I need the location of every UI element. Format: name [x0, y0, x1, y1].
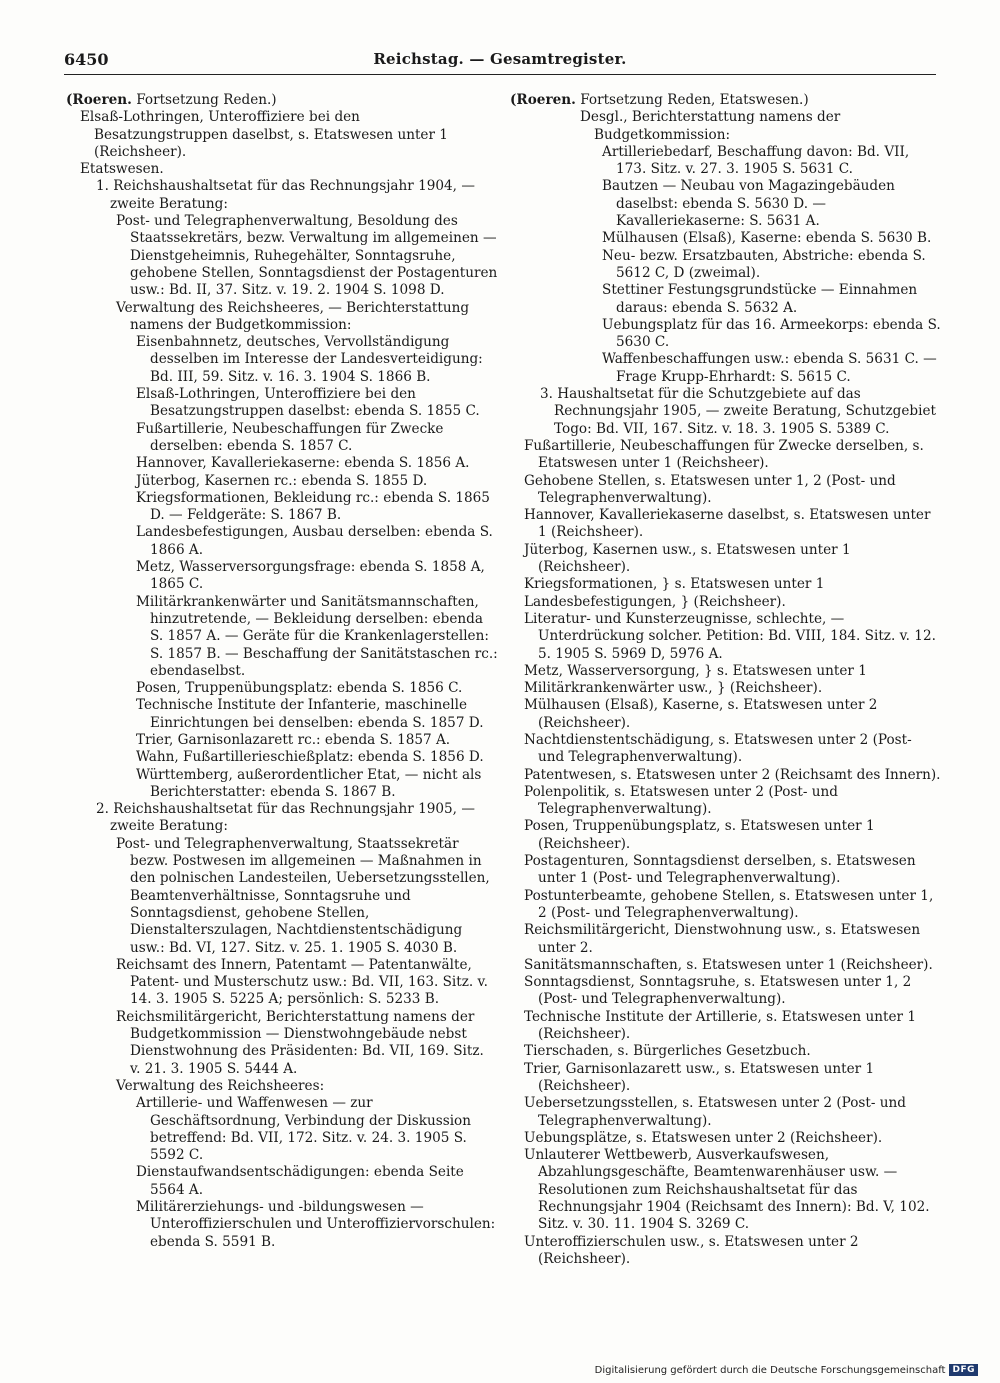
index-entry [510, 767, 942, 784]
index-entry [66, 957, 498, 1009]
entry-text: Jüterbog, Kasernen usw., s. Etatswesen unter 1 (Reichsheer). [524, 541, 851, 576]
entry-text: Fortsetzung Reden.) [131, 92, 277, 108]
entry-text: Unlauterer Wettbewerb, Ausverkaufswesen, Abzahlungsgeschäfte, Beamtenwarenhäuser usw. — Resolutionen zum Reichshaushaltsetat für das Rechnungsjahr 1904 (Reichsamt des Innern): Bd. V, 102. Sitz. v. 30. 11. 1904 S. 3269 C. [524, 1147, 930, 1233]
entry-text: Elsaß-Lothringen, Unteroffiziere bei den Besatzungstruppen daselbst: ebenda S. 1855 C. [136, 386, 480, 420]
entry-text: Reichsmilitärgericht, Berichterstattung namens der Budgetkommission — Dienstwohngebäude nebst Dienstwohnung des Präsidenten: Bd. VII, 169. Sitz. v. 21. 3. 1905 S. 5444 A. [116, 1008, 484, 1077]
entry-text: Uebungsplatz für das 16. Armeekorps: ebenda S. 5630 C. [602, 316, 941, 351]
index-entry [66, 455, 498, 472]
index-entry [510, 853, 942, 888]
index-entry [510, 697, 942, 732]
entry-text: Mülhausen (Elsaß), Kaserne, s. Etatswesen unter 2 (Reichsheer). [524, 697, 878, 731]
entry-text: Posen, Truppenübungsplatz, s. Etatswesen unter 1 (Reichsheer). [524, 818, 875, 852]
index-entry [66, 801, 498, 836]
entry-text: Militärerziehungs- und -bildungswesen — Unteroffizierschulen und Unteroffiziervorschulen: ebenda S. 5591 B. [136, 1199, 496, 1250]
index-entry [66, 559, 498, 594]
entry-lead: (Roeren. [66, 92, 132, 108]
entry-text: Postunterbeamte, gehobene Stellen, s. Etatswesen unter 1, 2 (Post- und Telegraphenverwaltung). [524, 887, 934, 921]
index-entry [510, 888, 942, 923]
entry-text: Mülhausen (Elsaß), Kaserne: ebenda S. 5630 B. [602, 230, 932, 247]
index-entry [66, 386, 498, 421]
index-entry [66, 421, 498, 456]
index-entry [510, 974, 942, 1009]
index-entry [510, 178, 942, 230]
entry-text: Verwaltung des Reichsheeres: [116, 1077, 325, 1094]
index-entry [510, 1095, 942, 1130]
entry-text: Landesbefestigungen, } (Reichsheer). [524, 593, 786, 610]
running-title: Reichstag. — Gesamtregister. [373, 50, 627, 68]
entry-text: Literatur- und Kunsterzeugnisse, schlechte, — Unterdrückung solcher. Petition: Bd. VIII, 184. Sitz. v. 12. 5. 1905 S. 5969 D, 5976 A. [524, 610, 936, 662]
entry-text: 3. Haushaltsetat für die Schutzgebiete auf das Rechnungsjahr 1905, — zweite Beratung, Schutzgebiet Togo: Bd. VII, 167. Sitz. v. 18. 3. 1905 S. 5389 C. [540, 386, 936, 437]
entry-text: Nachtdienstentschädigung, s. Etatswesen unter 2 (Post- und Telegraphenverwaltung). [524, 731, 912, 766]
index-entry [66, 767, 498, 802]
entry-text: Kriegsformationen, } s. Etatswesen unter 1 [524, 576, 825, 593]
entry-text: Technische Institute der Infanterie, maschinelle Einrichtungen bei denselben: ebenda S. 1857 D. [136, 697, 484, 731]
entry-text: Uebersetzungsstellen, s. Etatswesen unter 2 (Post- und Telegraphenverwaltung). [524, 1095, 906, 1129]
index-entry [510, 317, 942, 352]
entry-text: Jüterbog, Kasernen rc.: ebenda S. 1855 D. [136, 472, 428, 489]
entry-text: Artillerie- und Waffenwesen — zur Geschäftsordnung, Verbindung der Diskussion betreffend: Bd. VII, 172. Sitz. v. 24. 3. 1905 S. 5592 C. [136, 1095, 471, 1164]
entry-text: Metz, Wasserversorgung, } s. Etatswesen unter 1 [524, 662, 867, 679]
entry-text: Wahn, Fußartillerieschießplatz: ebenda S. 1856 D. [136, 749, 484, 766]
index-entry [510, 1043, 942, 1060]
index-entry [66, 473, 498, 490]
left-column [66, 92, 498, 1251]
index-entry [66, 334, 498, 386]
index-entry [66, 178, 498, 213]
index-entry [510, 473, 942, 508]
index-entry [66, 836, 498, 957]
entry-text: Etatswesen. [80, 161, 164, 178]
index-entry [510, 230, 942, 247]
entry-text: Post- und Telegraphenverwaltung, Staatssekretär bezw. Postwesen im allgemeinen — Maßnahmen in den polnischen Landesteilen, Uebersetzungsstellen, Beamtenverhältnisse, Sonntagsruhe und Sonntagsdienst, gehobene Stellen, Dienstalterszulagen, Nachtdienstentschädigung usw.: Bd. VI, 127. Sitz. v. 25. 1. 1905 S. 4030 B. [116, 835, 490, 956]
entry-text: Trier, Garnisonlazarett rc.: ebenda S. 1857 A. [136, 731, 451, 748]
index-entry [510, 438, 942, 473]
entry-text: Elsaß-Lothringen, Unteroffiziere bei den Besatzungstruppen daselbst, s. Etatswesen unter 1 (Reichsheer). [80, 109, 448, 160]
entry-text: Unteroffizierschulen usw., s. Etatswesen unter 2 (Reichsheer). [524, 1233, 859, 1267]
entry-text: Gehobene Stellen, s. Etatswesen unter 1, 2 (Post- und Telegraphenverwaltung). [524, 472, 896, 506]
index-entry [66, 300, 498, 335]
entry-text: Militärkrankenwärter usw., } (Reichsheer). [524, 680, 823, 697]
entry-text: Sonntagsdienst, Sonntagsruhe, s. Etatswesen unter 1, 2 (Post- und Telegraphenverwaltung). [524, 974, 912, 1008]
index-entry [510, 1130, 942, 1147]
entry-text: Tierschaden, s. Bürgerliches Gesetzbuch. [524, 1043, 811, 1060]
entry-text: Patentwesen, s. Etatswesen unter 2 (Reichsamt des Innern). [524, 766, 941, 783]
entry-text: Postagenturen, Sonntagsdienst derselben, s. Etatswesen unter 1 (Post- und Telegraphenverwaltung). [524, 853, 916, 887]
index-entry [510, 594, 942, 611]
index-entry [510, 144, 942, 179]
entry-text: Fußartillerie, Neubeschaffungen für Zwecke derselben: ebenda S. 1857 C. [136, 420, 444, 454]
entry-text: Landesbefestigungen, Ausbau derselben: ebenda S. 1866 A. [136, 524, 493, 558]
index-entry [66, 161, 498, 178]
index-entry [66, 524, 498, 559]
entry-text: Posen, Truppenübungsplatz: ebenda S. 1856 C. [136, 680, 463, 697]
index-entry [510, 507, 942, 542]
index-entry [510, 957, 942, 974]
entry-text: Eisenbahnnetz, deutsches, Vervollständigung desselben im Interesse der Landesverteidigung: Bd. III, 59. Sitz. v. 16. 3. 1904 S. 1866 B. [136, 334, 483, 385]
entry-text: Uebungsplätze, s. Etatswesen unter 2 (Reichsheer). [524, 1129, 883, 1146]
index-entry [510, 576, 942, 593]
index-entry [66, 490, 498, 525]
dfg-logo: DFG [949, 1364, 978, 1376]
entry-text: Waffenbeschaffungen usw.: ebenda S. 5631 C. — Frage Krupp-Ehrhardt: S. 5615 C. [602, 351, 937, 385]
entry-text: Kriegsformationen, Bekleidung rc.: ebenda S. 1865 D. — Feldgeräte: S. 1867 B. [136, 489, 490, 524]
entry-lead: (Roeren. [510, 92, 576, 108]
index-entry [66, 1164, 498, 1199]
entry-text: Polenpolitik, s. Etatswesen unter 2 (Post- und Telegraphenverwaltung). [524, 783, 838, 818]
entry-text: Post- und Telegraphenverwaltung, Besoldung des Staatssekretärs, bezw. Verwaltung im allgemeinen — Dienstgeheimnis, Ruhegehälter, Sonntagsruhe, gehobene Stellen, Sonntagsdienst der Postagenturen usw.: Bd. II, 37. Sitz. v. 19. 2. 1904 S. 1098 D. [116, 213, 498, 299]
index-entry [510, 1147, 942, 1233]
index-entry [510, 92, 942, 109]
index-entry [510, 109, 942, 144]
entry-text: Stettiner Festungsgrundstücke — Einnahmen daraus: ebenda S. 5632 A. [602, 282, 918, 316]
entry-text: Sanitätsmannschaften, s. Etatswesen unter 1 (Reichsheer). [524, 956, 933, 973]
index-entry [66, 213, 498, 299]
index-entry [510, 1061, 942, 1096]
index-entry [66, 1095, 498, 1164]
entry-text: Dienstaufwandsentschädigungen: ebenda Seite 5564 A. [136, 1164, 464, 1198]
entry-text: 1. Reichshaushaltsetat für das Rechnungsjahr 1904, — zweite Beratung: [96, 178, 475, 212]
page-number: 6450 [64, 50, 109, 69]
index-entry [510, 386, 942, 438]
index-entry [510, 248, 942, 283]
entry-text: Württemberg, außerordentlicher Etat, — nicht als Berichterstatter: ebenda S. 1867 B. [136, 766, 482, 800]
entry-text: Hannover, Kavalleriekaserne daselbst, s. Etatswesen unter 1 (Reichsheer). [524, 507, 931, 541]
index-entry [510, 351, 942, 386]
entry-text: Reichsamt des Innern, Patentamt — Patentanwälte, Patent- und Musterschutz usw.: Bd. VII, 163. Sitz. v. 14. 3. 1905 S. 5225 A; persönlich: S. 5233 B. [116, 956, 488, 1008]
index-entry [510, 922, 942, 957]
footer-credit-text: Digitalisierung gefördert durch die Deutsche Forschungsgemeinschaft [594, 1364, 946, 1376]
entry-text: Reichsmilitärgericht, Dienstwohnung usw., s. Etatswesen unter 2. [524, 922, 921, 956]
entry-text: 2. Reichshaushaltsetat für das Rechnungsjahr 1905, — zweite Beratung: [96, 801, 475, 835]
index-entry [510, 663, 942, 680]
entry-text: Neu- bezw. Ersatzbauten, Abstriche: ebenda S. 5612 C, D (zweimal). [602, 247, 926, 281]
index-entry [66, 749, 498, 766]
index-entry [510, 1009, 942, 1044]
index-entry [66, 1009, 498, 1078]
index-entry [66, 92, 498, 109]
index-entry [66, 680, 498, 697]
entry-text: Militärkrankenwärter und Sanitätsmannschaften, hinzutretende, — Bekleidung derselben: ebenda S. 1857 A. — Geräte für die Krankenlagerstellen: S. 1857 B. — Beschaffung der Sanitätstaschen rc.: ebendaselbst. [136, 593, 498, 679]
index-entry [66, 1078, 498, 1095]
right-column [510, 92, 942, 1268]
entry-text: Bautzen — Neubau von Magazingebäuden daselbst: ebenda S. 5630 D. — Kavalleriekaserne: S. 5631 A. [602, 178, 895, 230]
page-header [64, 50, 936, 75]
entry-text: Desgl., Berichterstattung namens der Budgetkommission: [580, 109, 841, 143]
footer-credit [595, 1364, 978, 1376]
entry-text: Fortsetzung Reden, Etatswesen.) [575, 92, 809, 108]
index-entry [510, 732, 942, 767]
index-entry [510, 784, 942, 819]
index-entry [510, 611, 942, 663]
index-entry [66, 594, 498, 680]
entry-text: Verwaltung des Reichsheeres, — Berichterstattung namens der Budgetkommission: [116, 299, 470, 333]
index-entry [510, 282, 942, 317]
entry-text: Technische Institute der Artillerie, s. Etatswesen unter 1 (Reichsheer). [524, 1008, 916, 1043]
index-entry [510, 1234, 942, 1269]
entry-text: Metz, Wasserversorgungsfrage: ebenda S. 1858 A, 1865 C. [136, 559, 485, 593]
entry-text: Hannover, Kavalleriekaserne: ebenda S. 1856 A. [136, 455, 470, 472]
index-entry [510, 542, 942, 577]
index-entry [66, 1199, 498, 1251]
index-entry [66, 109, 498, 161]
index-entry [66, 732, 498, 749]
index-entry [510, 818, 942, 853]
entry-text: Trier, Garnisonlazarett usw., s. Etatswesen unter 1 (Reichsheer). [524, 1060, 875, 1094]
index-entry [510, 680, 942, 697]
entry-text: Fußartillerie, Neubeschaffungen für Zwecke derselben, s. Etatswesen unter 1 (Reichsheer). [524, 437, 924, 472]
index-entry [66, 697, 498, 732]
entry-text: Artilleriebedarf, Beschaffung davon: Bd. VII, 173. Sitz. v. 27. 3. 1905 S. 5631 C. [602, 143, 910, 178]
